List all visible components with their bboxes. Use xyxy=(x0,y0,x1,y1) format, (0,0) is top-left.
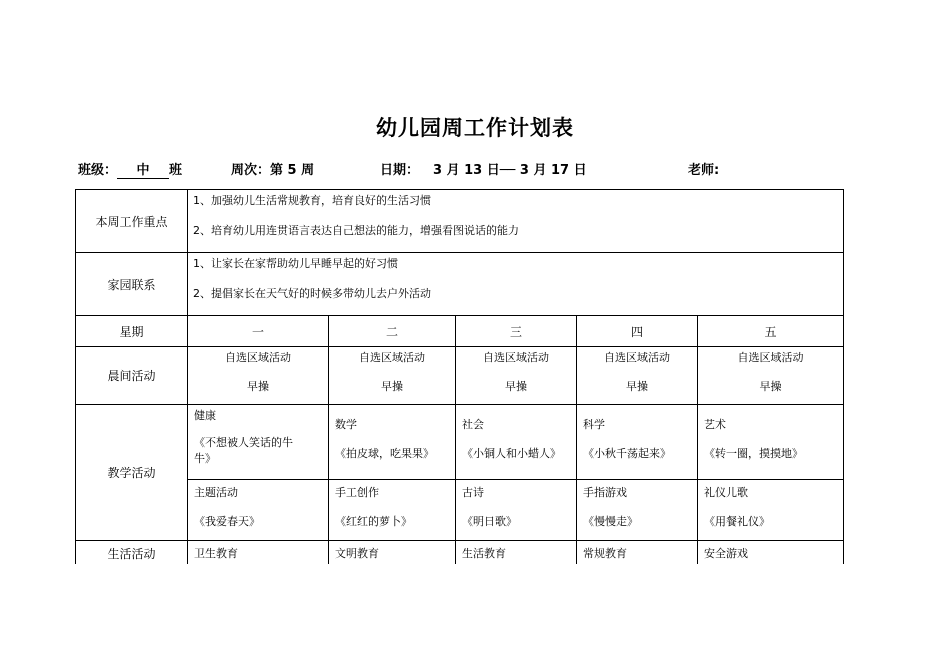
morning-cell xyxy=(698,347,844,405)
class-value: 中 xyxy=(117,164,169,179)
morning-cell xyxy=(329,347,456,405)
weekday-mon: 一 xyxy=(188,316,329,347)
weekday-fri: 五 xyxy=(698,316,844,347)
morning-cell xyxy=(188,347,329,405)
morning-exercise: 早操 xyxy=(759,380,782,393)
home-content xyxy=(188,253,844,316)
teaching-subject: 手工创作 xyxy=(335,486,379,499)
home-item: 1、让家长在家帮助幼儿早睡早起的好习惯 xyxy=(193,257,398,270)
date-label: 日期： xyxy=(380,163,420,178)
class-suffix: 班 xyxy=(169,163,183,178)
teaching-subject: 健康 xyxy=(194,409,216,422)
teaching-cell xyxy=(188,480,329,541)
teaching-cell xyxy=(329,480,456,541)
life-cell: 常规教育 xyxy=(577,541,698,581)
teaching-cell xyxy=(577,405,698,480)
teaching-content: 《转一圈，摸摸地》 xyxy=(704,447,803,460)
teaching-content: 《慢慢走》 xyxy=(583,515,638,528)
home-row xyxy=(76,253,844,316)
teaching-cell xyxy=(698,405,844,480)
morning-exercise: 早操 xyxy=(381,380,403,393)
morning-exercise: 早操 xyxy=(505,380,527,393)
teaching-content: 《用餐礼仪》 xyxy=(704,515,770,528)
morning-activity: 自选区域活动 xyxy=(483,351,549,364)
morning-label: 晨间活动 xyxy=(76,347,188,405)
morning-cell xyxy=(456,347,577,405)
life-cell: 卫生教育 xyxy=(188,541,329,581)
teaching-content: 《不想被人笑话的牛 xyxy=(194,436,293,449)
week-number: 周次：第 5 周 xyxy=(231,163,315,178)
life-cell: 生活教育 xyxy=(456,541,577,581)
weekday-tue: 二 xyxy=(329,316,456,347)
teaching-content: 《明日歌》 xyxy=(462,515,517,528)
class-label: 班级： xyxy=(78,163,118,178)
teacher-label: 老师: xyxy=(688,163,720,178)
morning-row xyxy=(76,347,844,405)
life-label: 生活活动 xyxy=(76,541,188,581)
teaching-subject: 主题活动 xyxy=(194,486,238,499)
teaching-content: 《拍皮球，吃果果》 xyxy=(335,447,434,460)
morning-activity: 自选区域活动 xyxy=(225,351,291,364)
teaching-content: 《红红的萝卜》 xyxy=(335,515,412,528)
class-info xyxy=(78,159,182,179)
morning-cell xyxy=(577,347,698,405)
teaching-cell xyxy=(577,480,698,541)
weekday-label: 星期 xyxy=(76,316,188,347)
life-cell: 安全游戏 xyxy=(698,541,844,581)
teaching-cell xyxy=(188,405,329,480)
teaching-cell xyxy=(456,405,577,480)
teaching-subject: 手指游戏 xyxy=(583,486,627,499)
morning-exercise: 早操 xyxy=(626,380,648,393)
focus-item: 1、加强幼儿生活常规教育，培育良好的生活习惯 xyxy=(193,194,431,207)
weekday-wed: 三 xyxy=(456,316,577,347)
teaching-cell xyxy=(329,405,456,480)
teaching-cell xyxy=(698,480,844,541)
focus-row xyxy=(76,190,844,253)
focus-content xyxy=(188,190,844,253)
teaching-subject: 艺术 xyxy=(704,418,726,431)
weekly-plan-table xyxy=(75,189,844,581)
weekday-thu: 四 xyxy=(577,316,698,347)
teaching-subject: 礼仪儿歌 xyxy=(704,486,748,499)
teaching-content: 《小秋千荡起来》 xyxy=(583,447,671,460)
morning-activity: 自选区域活动 xyxy=(359,351,425,364)
teaching-label: 教学活动 xyxy=(76,405,188,541)
teaching-cell xyxy=(456,480,577,541)
home-item: 2、提倡家长在天气好的时候多带幼儿去户外活动 xyxy=(193,287,431,300)
teaching-row-1 xyxy=(76,405,844,480)
morning-activity: 自选区域活动 xyxy=(737,351,804,364)
morning-activity: 自选区域活动 xyxy=(604,351,670,364)
home-label: 家园联系 xyxy=(76,253,188,316)
teaching-subject: 社会 xyxy=(462,418,484,431)
morning-exercise: 早操 xyxy=(247,380,269,393)
page-title: 幼儿园周工作计划表 xyxy=(376,116,574,140)
life-cell: 文明教育 xyxy=(329,541,456,581)
teaching-subject: 科学 xyxy=(583,418,605,431)
focus-item: 2、培育幼儿用连贯语言表达自己想法的能力，增强看图说话的能力 xyxy=(193,224,519,237)
teaching-row-2 xyxy=(76,480,844,541)
teaching-subject: 古诗 xyxy=(462,486,484,499)
teaching-content: 牛》 xyxy=(194,452,216,465)
teaching-content: 《小铜人和小蜡人》 xyxy=(462,447,561,460)
date-value: 3 月 13 日── 3 月 17 日 xyxy=(433,163,587,178)
focus-label: 本周工作重点 xyxy=(76,190,188,253)
teaching-content: 《我爱春天》 xyxy=(194,515,260,528)
teaching-subject: 数学 xyxy=(335,418,357,431)
weekday-row xyxy=(76,316,844,347)
page-bottom-margin xyxy=(0,564,950,672)
